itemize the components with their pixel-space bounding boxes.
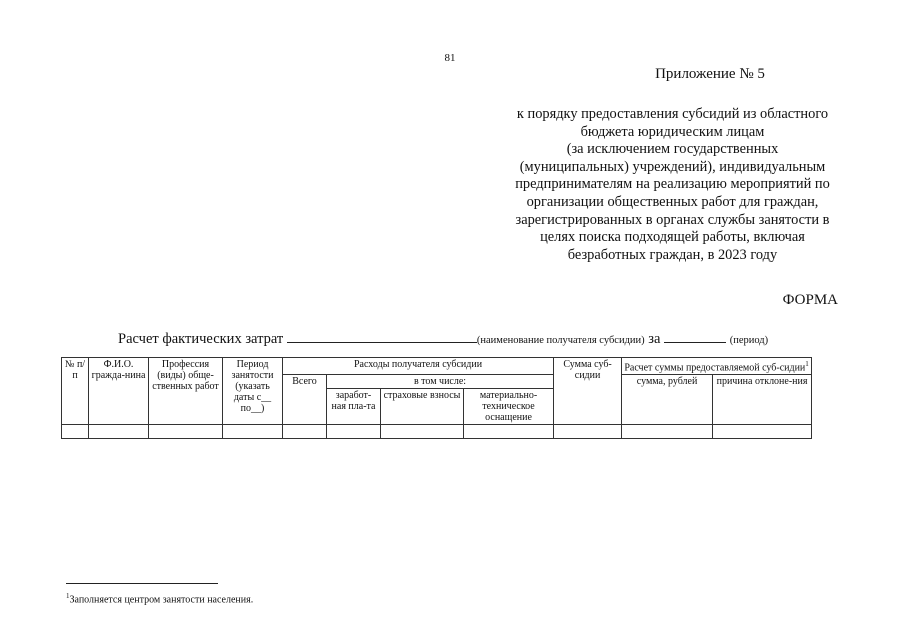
header-calc-subsidy bbox=[622, 358, 812, 375]
appendix-desc-line: зарегистрированных в органах службы занятости в bbox=[515, 211, 830, 228]
footnote-mark: 1 bbox=[66, 592, 70, 600]
table-cell bbox=[554, 425, 622, 439]
calculation-table bbox=[61, 357, 812, 439]
form-label: ФОРМА bbox=[782, 292, 838, 308]
table-cell bbox=[381, 425, 464, 439]
table-cell bbox=[283, 425, 327, 439]
table-cell bbox=[713, 425, 812, 439]
calc-subsidy-text: Расчет суммы предоставляемой суб-сидии bbox=[624, 362, 806, 374]
header-salary: заработ-ная пла-та bbox=[327, 389, 381, 425]
header-equipment: материально-техническое оснащение bbox=[464, 389, 554, 425]
appendix-description bbox=[500, 106, 845, 264]
footnote-ref: 1 bbox=[805, 360, 809, 368]
appendix-desc-line: целях поиска подходящей работы, включая bbox=[540, 229, 805, 246]
appendix-desc-line: бюджета юридическим лицам bbox=[580, 123, 765, 140]
table-cell bbox=[89, 425, 149, 439]
footnote bbox=[66, 592, 253, 605]
table-cell bbox=[327, 425, 381, 439]
header-profession: Профессия (виды) обще-ственных работ bbox=[149, 358, 223, 425]
footnote-divider bbox=[66, 583, 218, 584]
header-including: в том числе: bbox=[327, 375, 554, 389]
table-cell bbox=[223, 425, 283, 439]
calc-for-word: за bbox=[648, 331, 661, 347]
footnote-text: Заполняется центром занятости населения. bbox=[69, 594, 254, 606]
appendix-desc-line: (муниципальных) учреждений), индивидуальным bbox=[519, 158, 826, 175]
header-fio: Ф.И.О. гражда-нина bbox=[89, 358, 149, 425]
recipient-blank bbox=[287, 330, 477, 343]
period-blank bbox=[664, 330, 726, 343]
appendix-desc-line: предпринимателям на реализацию мероприятий по bbox=[515, 176, 830, 193]
header-num: № п/п bbox=[62, 358, 89, 425]
period-hint: (период) bbox=[729, 335, 769, 346]
appendix-desc-line: безработных граждан, в 2023 году bbox=[567, 246, 778, 263]
table-cell bbox=[622, 425, 713, 439]
table-cell bbox=[62, 425, 89, 439]
header-expenses: Расходы получателя субсидии bbox=[283, 358, 554, 375]
appendix-desc-line: организации общественных работ для граждан, bbox=[526, 193, 819, 210]
appendix-desc-line: (за исключением государственных bbox=[566, 141, 779, 158]
header-deviation: причина отклоне-ния bbox=[713, 375, 812, 425]
table-cell bbox=[464, 425, 554, 439]
recipient-hint: (наименование получателя субсидии) bbox=[476, 335, 645, 346]
page-number: 81 bbox=[444, 52, 456, 64]
appendix-title: Приложение № 5 bbox=[655, 66, 765, 82]
header-subsidy-sum: Сумма суб-сидии bbox=[554, 358, 622, 425]
header-insurance: страховые взносы bbox=[381, 389, 464, 425]
calc-prefix: Расчет фактических затрат bbox=[118, 331, 284, 347]
calculation-heading bbox=[118, 330, 818, 348]
table-cell bbox=[149, 425, 223, 439]
appendix-desc-line: к порядку предоставления субсидий из областного bbox=[516, 106, 829, 122]
header-period: Период занятости (указать даты с__ по__) bbox=[223, 358, 283, 425]
header-sum-rub: сумма, рублей bbox=[622, 375, 713, 425]
table-row bbox=[62, 425, 812, 439]
header-total: Всего bbox=[283, 375, 327, 425]
